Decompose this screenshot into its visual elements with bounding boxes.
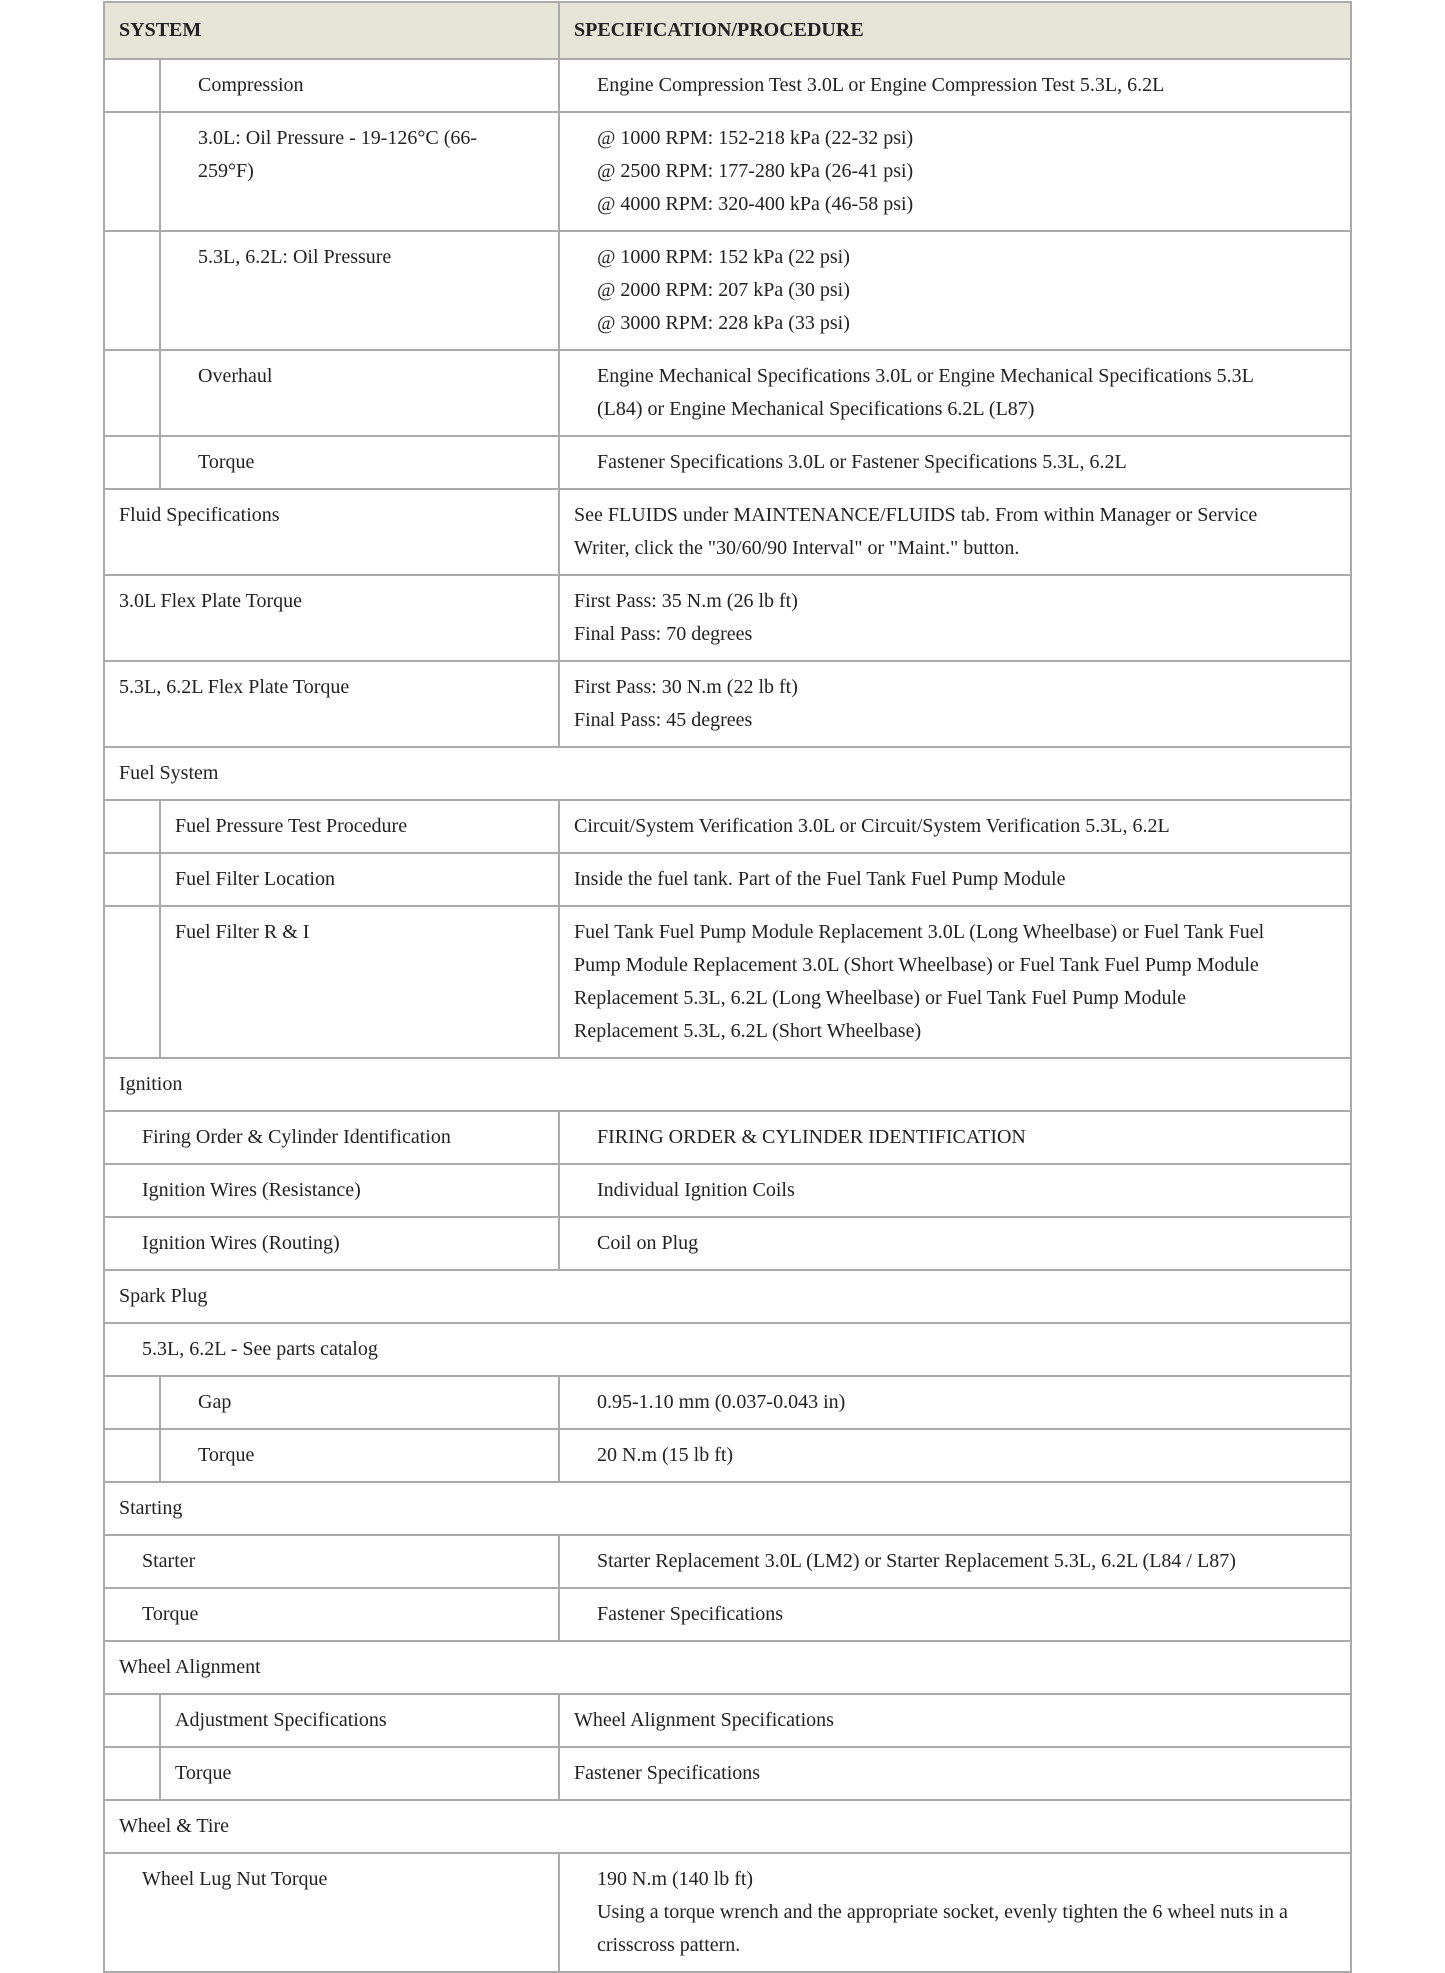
row-label: Starter [104,1535,559,1588]
section-heading: Starting [104,1482,1351,1535]
spec-line: @ 2000 RPM: 207 kPa (30 psi) [597,279,850,301]
indent-cell [104,112,160,231]
table-header-row [104,2,1351,59]
spec-line: crisscross pattern. [597,1934,741,1956]
row-label: Fuel Pressure Test Procedure [160,800,559,853]
spec-line: Writer, click the "30/60/90 Interval" or "Maint." button. [574,537,1020,559]
table-row [104,1376,1351,1429]
table-row [104,1853,1351,1972]
row-spec [559,1853,1351,1972]
spec-line: Final Pass: 45 degrees [574,709,753,731]
section-heading: Wheel Alignment [104,1641,1351,1694]
row-spec [559,112,1351,231]
row-label: Torque [160,1429,559,1482]
row-label: Gap [160,1376,559,1429]
row-spec [559,489,1351,575]
label-line: 259°F) [198,160,254,182]
table-row [104,350,1351,436]
table-row [104,800,1351,853]
spec-line: Pump Module Replacement 3.0L (Short Wheelbase) or Fuel Tank Fuel Pump Module [574,954,1259,976]
row-spec: Engine Compression Test 3.0L or Engine Compression Test 5.3L, 6.2L [559,59,1351,112]
table-row [104,436,1351,489]
table-row [104,59,1351,112]
section-row [104,1323,1351,1376]
row-label: Overhaul [160,350,559,436]
table-row [104,489,1351,575]
indent-cell [104,1694,160,1747]
row-spec: Fastener Specifications [559,1747,1351,1800]
spec-line: Fuel Tank Fuel Pump Module Replacement 3.0L (Long Wheelbase) or Fuel Tank Fuel [574,921,1265,943]
row-label: Fluid Specifications [104,489,559,575]
spec-line: @ 1000 RPM: 152 kPa (22 psi) [597,246,850,268]
indent-cell [104,436,160,489]
table-row [104,575,1351,661]
indent-cell [104,1747,160,1800]
spec-line: First Pass: 30 N.m (22 lb ft) [574,676,798,698]
row-spec: Starter Replacement 3.0L (LM2) or Starter Replacement 5.3L, 6.2L (L84 / L87) [559,1535,1351,1588]
row-label: Wheel Lug Nut Torque [104,1853,559,1972]
indent-cell [104,59,160,112]
row-label: Torque [160,1747,559,1800]
label-line: 3.0L: Oil Pressure - 19-126°C (66- [198,127,478,149]
section-heading: Fuel System [104,747,1351,800]
spec-line: Engine Mechanical Specifications 3.0L or Engine Mechanical Specifications 5.3L [597,365,1254,387]
spec-line: @ 4000 RPM: 320-400 kPa (46-58 psi) [597,193,914,215]
row-spec: Coil on Plug [559,1217,1351,1270]
indent-cell [104,1376,160,1429]
subsection-heading: 5.3L, 6.2L - See parts catalog [104,1323,1351,1376]
indent-cell [104,231,160,350]
indent-cell [104,800,160,853]
table-row [104,231,1351,350]
spec-line: First Pass: 35 N.m (26 lb ft) [574,590,798,612]
spec-line: Using a torque wrench and the appropriate socket, evenly tighten the 6 wheel nuts in a [597,1901,1288,1923]
header-system: SYSTEM [104,2,559,59]
row-label: Fuel Filter R & I [160,906,559,1058]
spec-line: Replacement 5.3L, 6.2L (Long Wheelbase) or Fuel Tank Fuel Pump Module [574,987,1186,1009]
section-heading: Wheel & Tire [104,1800,1351,1853]
row-label: Ignition Wires (Resistance) [104,1164,559,1217]
section-row [104,747,1351,800]
table-row [104,1588,1351,1641]
section-heading: Spark Plug [104,1270,1351,1323]
section-row [104,1641,1351,1694]
row-label: 5.3L, 6.2L Flex Plate Torque [104,661,559,747]
table-row [104,1694,1351,1747]
table-row [104,1164,1351,1217]
row-spec: Individual Ignition Coils [559,1164,1351,1217]
table-row [104,1111,1351,1164]
indent-cell [104,906,160,1058]
row-label [160,112,559,231]
spec-line: (L84) or Engine Mechanical Specifications 6.2L (L87) [597,398,1035,420]
row-label: 5.3L, 6.2L: Oil Pressure [160,231,559,350]
row-spec: 0.95-1.10 mm (0.037-0.043 in) [559,1376,1351,1429]
header-specification: SPECIFICATION/PROCEDURE [559,2,1351,59]
table-row [104,112,1351,231]
row-label: Torque [104,1588,559,1641]
row-spec: Wheel Alignment Specifications [559,1694,1351,1747]
row-label: Ignition Wires (Routing) [104,1217,559,1270]
section-row [104,1058,1351,1111]
indent-cell [104,1429,160,1482]
row-label: Firing Order & Cylinder Identification [104,1111,559,1164]
spec-line: 190 N.m (140 lb ft) [597,1868,754,1890]
spec-line: @ 1000 RPM: 152-218 kPa (22-32 psi) [597,127,914,149]
table-row [104,1217,1351,1270]
indent-cell [104,350,160,436]
row-spec [559,231,1351,350]
table-row [104,853,1351,906]
row-label: Torque [160,436,559,489]
specifications-table [103,1,1352,1973]
row-spec [559,661,1351,747]
section-row [104,1800,1351,1853]
table-row [104,1429,1351,1482]
table-row [104,661,1351,747]
indent-cell [104,853,160,906]
spec-line: See FLUIDS under MAINTENANCE/FLUIDS tab. From within Manager or Service [574,504,1258,526]
row-spec [559,350,1351,436]
row-label: Adjustment Specifications [160,1694,559,1747]
row-label: Compression [160,59,559,112]
row-spec: Inside the fuel tank. Part of the Fuel Tank Fuel Pump Module [559,853,1351,906]
table-row [104,1535,1351,1588]
row-spec: FIRING ORDER & CYLINDER IDENTIFICATION [559,1111,1351,1164]
spec-line: @ 3000 RPM: 228 kPa (33 psi) [597,312,850,334]
section-row [104,1482,1351,1535]
row-spec [559,906,1351,1058]
row-label: 3.0L Flex Plate Torque [104,575,559,661]
table-row [104,906,1351,1058]
row-spec [559,575,1351,661]
table-row [104,1747,1351,1800]
spec-line: @ 2500 RPM: 177-280 kPa (26-41 psi) [597,160,914,182]
row-spec: Fastener Specifications 3.0L or Fastener Specifications 5.3L, 6.2L [559,436,1351,489]
row-spec: Circuit/System Verification 3.0L or Circuit/System Verification 5.3L, 6.2L [559,800,1351,853]
row-spec: Fastener Specifications [559,1588,1351,1641]
row-label: Fuel Filter Location [160,853,559,906]
spec-line: Final Pass: 70 degrees [574,623,753,645]
row-spec: 20 N.m (15 lb ft) [559,1429,1351,1482]
section-heading: Ignition [104,1058,1351,1111]
section-row [104,1270,1351,1323]
spec-line: Replacement 5.3L, 6.2L (Short Wheelbase) [574,1020,922,1042]
